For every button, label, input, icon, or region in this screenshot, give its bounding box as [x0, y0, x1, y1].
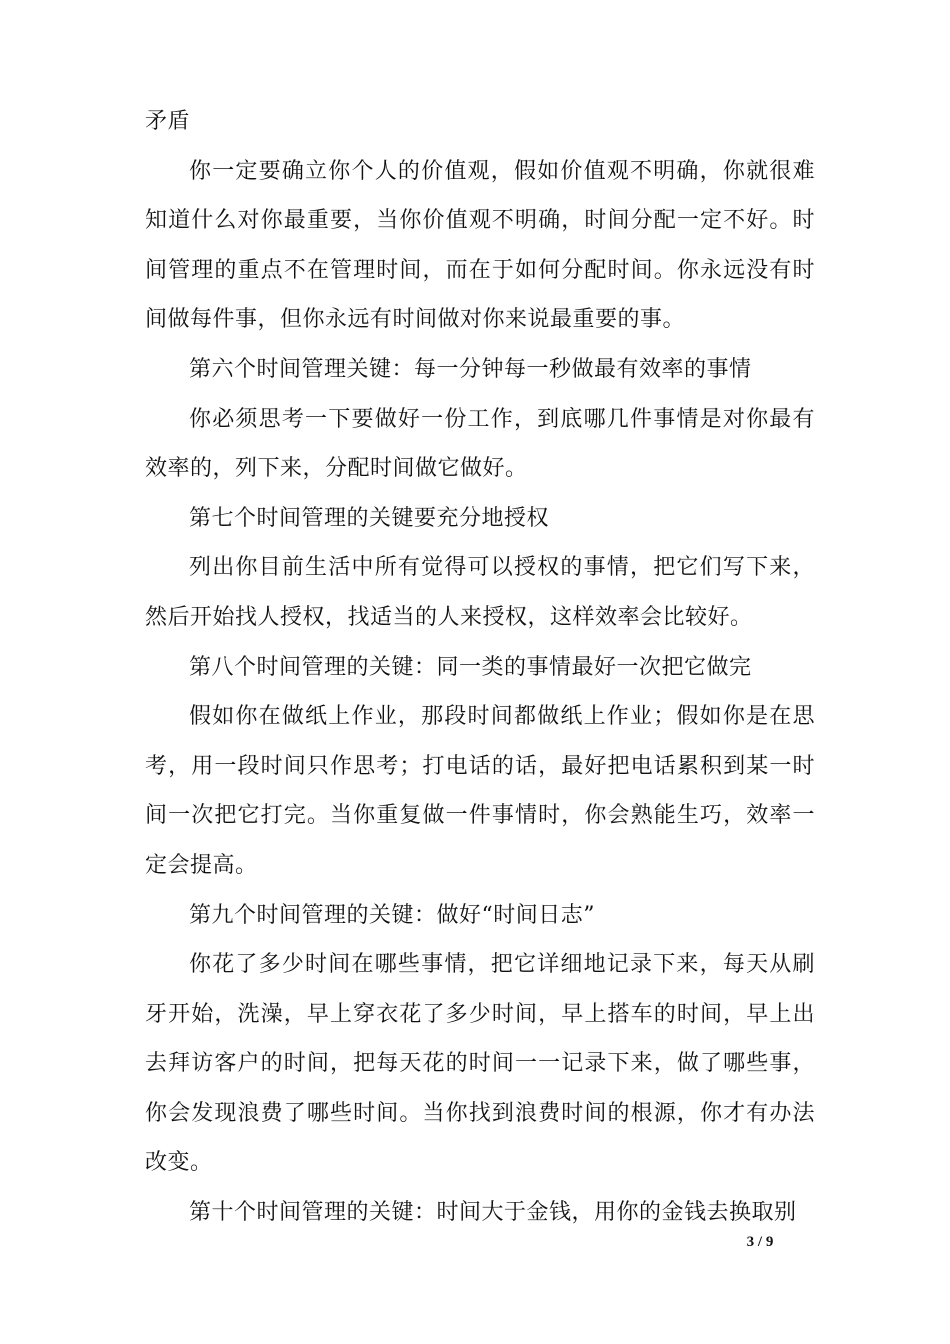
- section-heading-9: 第九个时间管理的关键：做好“时间日志”: [189, 902, 595, 928]
- section-heading-10: 第十个时间管理的关键：时间大于金钱，用你的金钱去换取别: [189, 1200, 797, 1226]
- section-heading-8: 第八个时间管理的关键：同一类的事情最好一次把它做完: [189, 654, 752, 680]
- paragraph-2: 你一定要确立你个人的价值观，假如价值观不明确，你就很难知道什么对你最重要，当你价值观不明确，时间分配一定不好。时间管理的重点不在管理时间，而在于如何分配时间。你永远没有时间做每件事，但你永远有时间做对你来说最重要的事。: [145, 158, 815, 333]
- section-heading-7: 第七个时间管理的关键要充分地授权: [189, 505, 550, 531]
- page-number: 3 / 9: [746, 1234, 774, 1250]
- paragraph-6: 你花了多少时间在哪些事情，把它详细地记录下来，每天从刷牙开始，洗澡，早上穿衣花了多少时间，早上搭车的时间，早上出去拜访客户的时间，把每天花的时间一一记录下来，做了哪些事，你会发现浪费了哪些时间。当你找到浪费时间的根源，你才有办法改变。: [145, 952, 815, 1176]
- paragraph-3: 你必须思考一下要做好一份工作，到底哪几件事情是对你最有效率的，列下来，分配时间做它做好。: [145, 406, 815, 482]
- page-body: [145, 97, 815, 1238]
- paragraph-5: 假如你在做纸上作业，那段时间都做纸上作业；假如你是在思考，用一段时间只作思考；打电话的话，最好把电话累积到某一时间一次把它打完。当你重复做一件事情时，你会熟能生巧，效率一定会提高。: [145, 704, 815, 878]
- section-heading-6: 第六个时间管理关键：每一分钟每一秒做最有效率的事情: [189, 356, 752, 382]
- paragraph-4: 列出你目前生活中所有觉得可以授权的事情，把它们写下来，然后开始找人授权，找适当的人来授权，这样效率会比较好。: [145, 555, 815, 630]
- paragraph-1: 矛盾: [145, 109, 191, 134]
